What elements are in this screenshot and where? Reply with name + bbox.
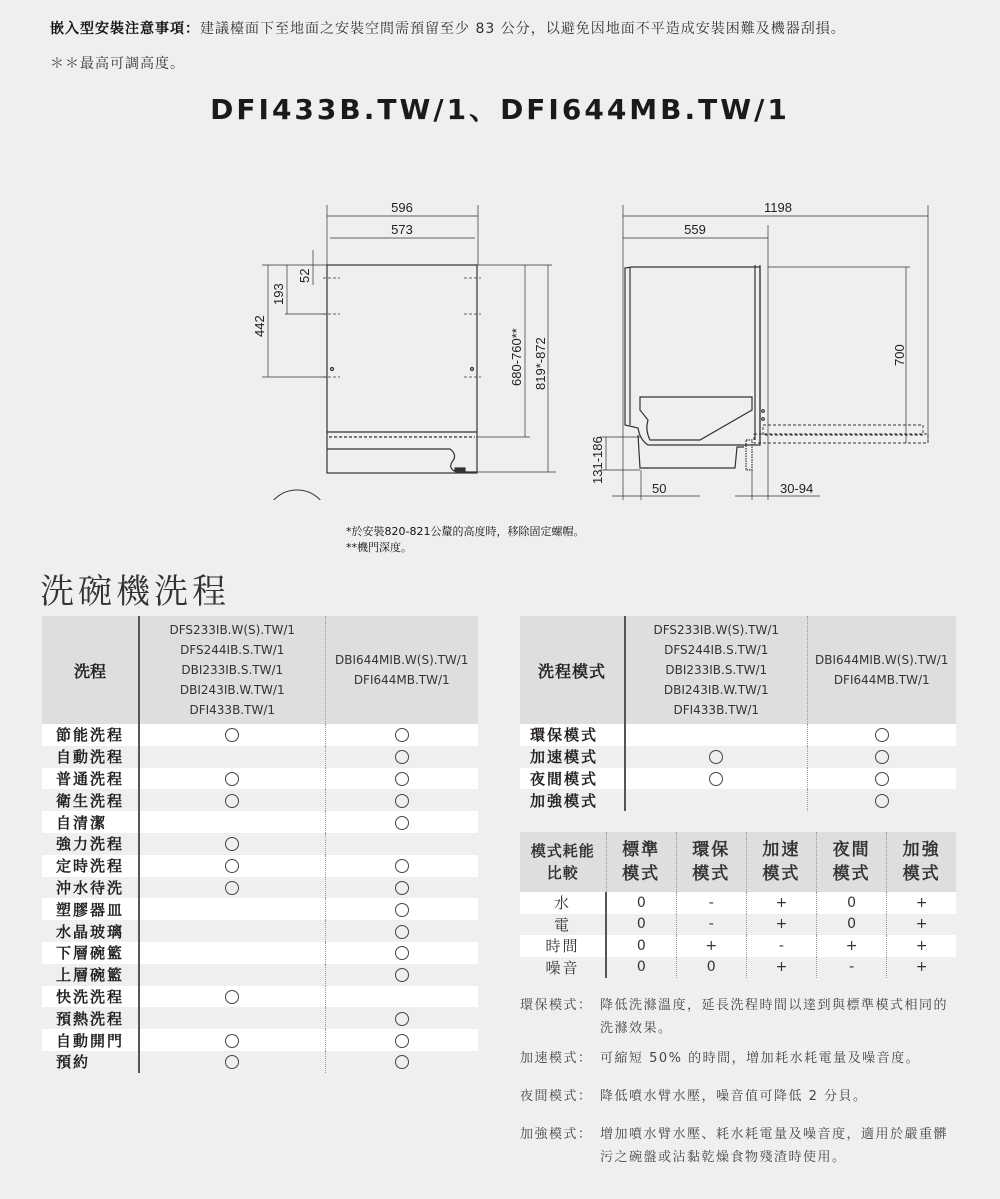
notice-text: 建議檯面下至地面之安裝空間需預留至少 83 公分，以避免因地面不平造成安裝困難及機器刮損。 — [200, 21, 846, 37]
row-label: 沖水待洗 — [42, 877, 139, 899]
modes-header-col2 — [807, 616, 956, 724]
mode-description-night — [520, 1085, 960, 1108]
consumption-cell: - — [746, 935, 816, 957]
row-label: 加速模式 — [520, 746, 625, 768]
cell-c2 — [807, 746, 956, 768]
consumption-header-cell — [520, 832, 606, 892]
dim-toe-range: 30-94 — [780, 481, 814, 496]
table-row — [42, 964, 478, 986]
programs-table — [42, 616, 478, 1073]
cell-c2 — [325, 1051, 478, 1073]
row-label: 塑膠器皿 — [42, 898, 139, 920]
cell-c2 — [325, 724, 478, 746]
consumption-cell: + — [887, 914, 956, 936]
dim-193: 193 — [271, 283, 286, 305]
modes-header-label: 洗程模式 — [520, 616, 625, 724]
consumption-header-cell — [746, 832, 816, 892]
header-line: 環保 — [692, 840, 731, 860]
table-row — [42, 942, 478, 964]
cell-c2 — [807, 724, 956, 746]
footnote-2: **機門深度。 — [346, 541, 412, 554]
programs-header-col2 — [325, 616, 478, 724]
installation-notice — [50, 18, 846, 38]
consumption-cell: + — [746, 957, 816, 979]
cell-c1 — [139, 1007, 325, 1029]
row-label: 普通洗程 — [42, 768, 139, 790]
row-label: 預約 — [42, 1051, 139, 1073]
header-line: 加強 — [902, 840, 941, 860]
dim-559: 559 — [684, 222, 706, 237]
row-label: 自動開門 — [42, 1029, 139, 1051]
row-label: 衛生洗程 — [42, 789, 139, 811]
supported-circle-icon — [709, 750, 723, 764]
programs-table-body — [42, 724, 478, 1073]
cell-c2 — [325, 833, 478, 855]
row-label: 自清潔 — [42, 811, 139, 833]
consumption-cell: 0 — [606, 892, 676, 914]
table-row — [42, 746, 478, 768]
cell-c1 — [139, 746, 325, 768]
cell-c1 — [139, 855, 325, 877]
programs-header-col1 — [139, 616, 325, 724]
table-row — [42, 1029, 478, 1051]
supported-circle-icon — [225, 772, 239, 786]
description-key: 環保模式： — [520, 998, 593, 1013]
supported-circle-icon — [225, 881, 239, 895]
cell-c1 — [139, 811, 325, 833]
model-name: DFI644MB.TW/1 — [833, 673, 930, 687]
description-text: 增加噴水臂水壓、耗水耗電量及噪音度，適用於嚴重髒污之碗盤或沾黏乾燥食物殘渣時使用。 — [600, 1127, 949, 1165]
model-name: DFI433B.TW/1 — [673, 703, 759, 717]
dim-442: 442 — [252, 315, 267, 337]
table-row — [520, 789, 956, 811]
mode-description-eco — [520, 994, 960, 1040]
supported-circle-icon — [395, 1034, 409, 1048]
dim-height: 819*-872 — [533, 337, 548, 390]
supported-circle-icon — [395, 794, 409, 808]
header-line: 模式 — [902, 864, 941, 884]
consumption-cell: 0 — [606, 914, 676, 936]
header-line: 模式 — [762, 864, 801, 884]
cell-c2 — [325, 746, 478, 768]
supported-circle-icon — [395, 903, 409, 917]
detail-magnifier — [265, 490, 340, 500]
row-label: 下層碗籃 — [42, 942, 139, 964]
consumption-cell: + — [887, 957, 956, 979]
cell-c2 — [325, 1029, 478, 1051]
dim-50: 50 — [652, 481, 667, 496]
modes-table — [520, 616, 956, 811]
notice-label: 嵌入型安裝注意事項： — [50, 21, 200, 37]
cell-c1 — [139, 1029, 325, 1051]
cell-c1 — [139, 789, 325, 811]
mode-description-speed — [520, 1047, 960, 1070]
dim-door-depth: 680-760** — [509, 328, 524, 386]
model-name: DBI233IB.S.TW/1 — [665, 663, 768, 677]
supported-circle-icon — [225, 1055, 239, 1069]
model-name: DFS244IB.S.TW/1 — [664, 643, 769, 657]
cell-c1 — [139, 877, 325, 899]
supported-circle-icon — [395, 881, 409, 895]
table-row — [42, 811, 478, 833]
header-line: 模式 — [692, 864, 731, 884]
header-line: 模式耗能 — [530, 842, 595, 860]
cell-c1 — [139, 920, 325, 942]
table-row — [42, 855, 478, 877]
supported-circle-icon — [225, 859, 239, 873]
supported-circle-icon — [709, 772, 723, 786]
model-name: DBI243IB.W.TW/1 — [663, 683, 769, 697]
consumption-cell: + — [676, 935, 746, 957]
consumption-cell: + — [887, 892, 956, 914]
cell-c1 — [625, 724, 807, 746]
model-name: DBI243IB.W.TW/1 — [179, 683, 285, 697]
consumption-header-cell — [817, 832, 887, 892]
cell-c2 — [325, 898, 478, 920]
consumption-table — [520, 832, 956, 978]
supported-circle-icon — [225, 794, 239, 808]
model-name: DFS233IB.W(S).TW/1 — [169, 623, 296, 637]
table-row — [520, 892, 956, 914]
consumption-header-row — [520, 832, 956, 892]
table-row — [42, 986, 478, 1008]
front-dimensions — [252, 200, 548, 390]
supported-circle-icon — [395, 968, 409, 982]
mode-description-intensive — [520, 1123, 960, 1169]
table-row — [520, 914, 956, 936]
consumption-header-cell — [676, 832, 746, 892]
consumption-cell: 0 — [817, 914, 887, 936]
supported-circle-icon — [225, 1034, 239, 1048]
table-row — [42, 898, 478, 920]
drawing-footnotes — [346, 524, 584, 556]
supported-circle-icon — [395, 816, 409, 830]
model-name: DFI433B.TW/1 — [189, 703, 275, 717]
model-name: DFI644MB.TW/1 — [353, 673, 450, 687]
consumption-cell: + — [746, 892, 816, 914]
row-label: 電 — [520, 914, 606, 936]
model-name: DFS233IB.W(S).TW/1 — [653, 623, 780, 637]
cell-c2 — [325, 964, 478, 986]
cell-c2 — [325, 942, 478, 964]
supported-circle-icon — [225, 728, 239, 742]
dim-1198: 1198 — [764, 200, 792, 215]
description-text: 可縮短 50% 的時間，增加耗水耗電量及噪音度。 — [600, 1051, 921, 1066]
programs-header-label: 洗程 — [42, 616, 139, 724]
cell-c2 — [807, 789, 956, 811]
supported-circle-icon — [395, 925, 409, 939]
consumption-cell: - — [676, 914, 746, 936]
cell-c1 — [139, 964, 325, 986]
table-row — [520, 957, 956, 979]
row-label: 加強模式 — [520, 789, 625, 811]
consumption-cell: - — [817, 957, 887, 979]
row-label: 定時洗程 — [42, 855, 139, 877]
consumption-cell: - — [676, 892, 746, 914]
row-label: 噪音 — [520, 957, 606, 979]
supported-circle-icon — [875, 794, 889, 808]
description-text: 降低噴水臂水壓，噪音值可降低 2 分貝。 — [600, 1089, 868, 1104]
header-line: 夜間 — [832, 840, 871, 860]
cell-c1 — [139, 942, 325, 964]
header-line: 比較 — [546, 864, 579, 882]
row-label: 時間 — [520, 935, 606, 957]
cell-c1 — [139, 833, 325, 855]
cell-c1 — [139, 724, 325, 746]
table-row — [520, 935, 956, 957]
cell-c1 — [139, 768, 325, 790]
row-label: 自動洗程 — [42, 746, 139, 768]
cell-c1 — [139, 986, 325, 1008]
table-row — [520, 746, 956, 768]
cell-c2 — [325, 789, 478, 811]
supported-circle-icon — [875, 728, 889, 742]
cell-c1 — [625, 768, 807, 790]
cell-c2 — [325, 920, 478, 942]
row-label: 強力洗程 — [42, 833, 139, 855]
consumption-cell: + — [887, 935, 956, 957]
table-row — [520, 724, 956, 746]
supported-circle-icon — [225, 837, 239, 851]
row-label: 預熱洗程 — [42, 1007, 139, 1029]
modes-header-col1 — [625, 616, 807, 724]
table-row — [42, 1051, 478, 1073]
dim-700: 700 — [892, 344, 907, 366]
model-name: DFS244IB.S.TW/1 — [180, 643, 285, 657]
model-name: DBI233IB.S.TW/1 — [181, 663, 284, 677]
consumption-cell: + — [746, 914, 816, 936]
row-label: 水 — [520, 892, 606, 914]
model-name: DBI644MIB.W(S).TW/1 — [335, 653, 469, 667]
description-text: 降低洗滌溫度，延長洗程時間以達到與標準模式相同的洗滌效果。 — [600, 998, 949, 1036]
consumption-cell: 0 — [676, 957, 746, 979]
cell-c2 — [325, 768, 478, 790]
table-row — [42, 724, 478, 746]
section-title: 洗碗機洗程 — [40, 572, 230, 612]
dim-52: 52 — [297, 268, 312, 283]
header-line: 標準 — [622, 840, 661, 860]
cell-c2 — [807, 768, 956, 790]
dim-573: 573 — [391, 222, 413, 237]
cell-c2 — [325, 811, 478, 833]
cell-c2 — [325, 986, 478, 1008]
modes-table-body — [520, 724, 956, 811]
table-row — [42, 920, 478, 942]
model-name: DBI644MIB.W(S).TW/1 — [815, 653, 949, 667]
model-title: DFI433B.TW/1、DFI644MB.TW/1 — [210, 93, 790, 126]
table-row — [42, 789, 478, 811]
side-view — [600, 205, 928, 500]
consumption-header-cell — [606, 832, 676, 892]
side-dimensions — [590, 200, 907, 496]
adjustable-height-note: ＊＊最高可調高度。 — [50, 56, 185, 72]
supported-circle-icon — [395, 859, 409, 873]
supported-circle-icon — [395, 946, 409, 960]
dim-596: 596 — [391, 200, 413, 215]
consumption-cell: 0 — [817, 892, 887, 914]
cell-c1 — [625, 746, 807, 768]
table-row — [42, 833, 478, 855]
dim-foot-range: 131-186 — [590, 436, 605, 484]
row-label: 快洗洗程 — [42, 986, 139, 1008]
row-label: 環保模式 — [520, 724, 625, 746]
consumption-header-cell — [887, 832, 956, 892]
consumption-cell: 0 — [606, 935, 676, 957]
supported-circle-icon — [875, 750, 889, 764]
supported-circle-icon — [395, 728, 409, 742]
header-line: 加速 — [762, 840, 801, 860]
cell-c2 — [325, 1007, 478, 1029]
header-line: 模式 — [622, 864, 661, 884]
supported-circle-icon — [875, 772, 889, 786]
table-row — [42, 1007, 478, 1029]
row-label: 節能洗程 — [42, 724, 139, 746]
supported-circle-icon — [395, 1055, 409, 1069]
installation-drawing — [0, 180, 1000, 500]
description-key: 夜間模式： — [520, 1089, 593, 1104]
consumption-cell: + — [817, 935, 887, 957]
row-label: 上層碗籃 — [42, 964, 139, 986]
table-row — [42, 877, 478, 899]
cell-c1 — [139, 1051, 325, 1073]
row-label: 水晶玻璃 — [42, 920, 139, 942]
footnote-1: *於安裝820-821公釐的高度時，移除固定螺帽。 — [346, 525, 585, 538]
description-key: 加強模式： — [520, 1127, 593, 1142]
supported-circle-icon — [225, 990, 239, 1004]
consumption-table-body — [520, 892, 956, 978]
description-key: 加速模式： — [520, 1051, 593, 1066]
supported-circle-icon — [395, 750, 409, 764]
supported-circle-icon — [395, 772, 409, 786]
row-label: 夜間模式 — [520, 768, 625, 790]
cell-c2 — [325, 877, 478, 899]
table-row — [42, 768, 478, 790]
supported-circle-icon — [395, 1012, 409, 1026]
cell-c1 — [139, 898, 325, 920]
header-line: 模式 — [832, 864, 871, 884]
consumption-cell: 0 — [606, 957, 676, 979]
cell-c2 — [325, 855, 478, 877]
table-row — [520, 768, 956, 790]
cell-c1 — [625, 789, 807, 811]
